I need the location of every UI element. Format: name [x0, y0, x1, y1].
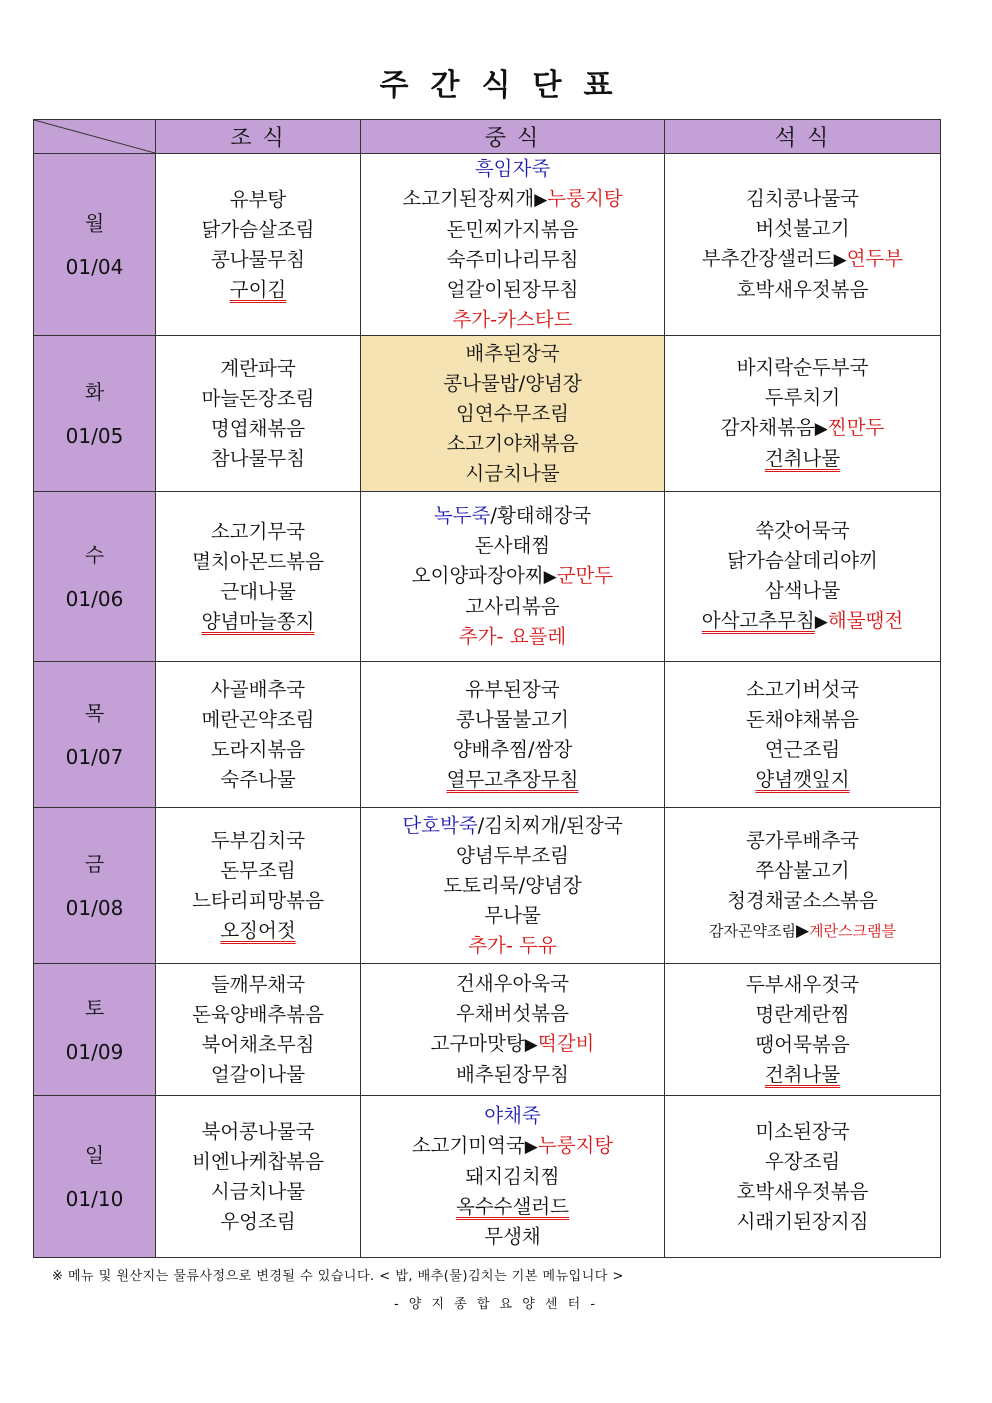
menu-item-text: 마늘돈장조림: [201, 386, 315, 410]
menu-item-text: 부추간장샐러드: [701, 247, 834, 270]
breakfast-cell: [156, 808, 361, 964]
menu-item: [361, 871, 664, 901]
day-cell: [34, 808, 156, 964]
menu-item-text: 고사리볶음: [465, 595, 560, 618]
menu-item-text: 건취나물: [764, 447, 841, 470]
breakfast-cell: [156, 336, 361, 492]
menu-item: [665, 1000, 940, 1030]
arrow-icon: ▶: [795, 920, 810, 941]
menu-item: [361, 399, 664, 429]
lunch-cell: [361, 808, 665, 964]
menu-item-text: 삼색나물: [764, 579, 841, 602]
menu-item-text: 돈육양배추볶음: [192, 1002, 324, 1026]
menu-item-text: 추가- 요플레: [458, 625, 567, 648]
header-dinner: 석 식: [665, 120, 941, 154]
day-name: 월: [84, 210, 105, 235]
menu-item-text: 구이김: [229, 277, 287, 301]
menu-item: [361, 931, 664, 961]
lunch-cell: [361, 964, 665, 1096]
menu-item-text: 소고기버섯국: [745, 677, 860, 701]
menu-item: [156, 1117, 360, 1147]
menu-item: [665, 383, 940, 413]
dinner-cell: [665, 662, 941, 808]
arrow-icon: ▶: [534, 190, 548, 210]
menu-item-text: 연두부: [846, 247, 904, 270]
menu-item: [156, 826, 360, 856]
menu-item-text: 시금치나물: [465, 461, 560, 485]
menu-item-text: 미소된장국: [755, 1119, 850, 1143]
menu-item-text: 느타리피망볶음: [192, 888, 324, 912]
menu-item-text: /황태해장국: [490, 504, 592, 527]
menu-item-text: 찐만두: [827, 416, 885, 439]
menu-item-text: 두루치기: [764, 386, 841, 409]
menu-item: [156, 735, 360, 765]
menu-item-text: 돈무조림: [220, 858, 296, 882]
menu-item-text: 시래기된장지짐: [736, 1209, 869, 1233]
dinner-cell: [665, 1096, 941, 1258]
menu-item: [156, 577, 360, 607]
menu-item-text: 얼갈이된장무침: [446, 278, 579, 301]
lunch-cell: [361, 154, 665, 336]
menu-item: [361, 429, 664, 459]
arrow-icon: ▶: [543, 567, 557, 587]
menu-item-text: 명란계란찜: [755, 1002, 850, 1026]
menu-item-text: 누룽지탕: [537, 1134, 614, 1157]
lunch-cell: [361, 336, 665, 492]
day-row: [34, 964, 941, 1096]
menu-item: [156, 1030, 360, 1060]
menu-item-text: 비엔나케찹볶음: [192, 1149, 324, 1173]
menu-item: [156, 1147, 360, 1177]
menu-item-text: 두부새우젓국: [745, 972, 860, 996]
menu-item: [361, 245, 664, 275]
menu-item-text: 녹두죽: [433, 504, 491, 527]
center-name: - 양 지 종 합 요 양 센 터 -: [393, 1297, 599, 1312]
menu-item: [156, 765, 360, 795]
day-row: [34, 808, 941, 964]
menu-item-text: 소고기야채볶음: [446, 431, 579, 455]
menu-item: [156, 705, 360, 735]
day-date: 01/05: [65, 423, 124, 448]
menu-item: [361, 1222, 664, 1252]
menu-item: [361, 501, 664, 531]
menu-item: [156, 384, 360, 414]
day-cell: [34, 964, 156, 1096]
menu-item-text: 멸치아몬드볶음: [192, 549, 324, 573]
menu-item: [361, 531, 664, 561]
menu-item: [156, 547, 360, 577]
menu-item: [361, 1162, 664, 1192]
menu-item: [361, 1131, 664, 1162]
menu-item: [361, 184, 664, 215]
menu-item-text: 아삭고추무침: [701, 609, 815, 632]
menu-item-text: 소고기미역국: [411, 1134, 525, 1157]
menu-item-text: 참나물무침: [210, 446, 306, 470]
day-cell: [34, 154, 156, 336]
menu-item: [361, 305, 664, 335]
menu-item-text: 배추된장국: [465, 341, 560, 365]
menu-item-text: 북어콩나물국: [201, 1119, 315, 1143]
menu-item-text: 쑥갓어묵국: [755, 519, 850, 542]
menu-item: [361, 675, 664, 705]
menu-item: [361, 811, 664, 841]
menu-item-text: 배추된장무침: [455, 1063, 570, 1086]
menu-item: [361, 215, 664, 245]
day-row: [34, 662, 941, 808]
menu-item-text: 도라지볶음: [210, 737, 306, 761]
menu-item-text: 오이양파장아찌: [411, 564, 544, 587]
diagonal-line: [34, 120, 155, 153]
menu-item: [361, 339, 664, 369]
day-name: 화: [84, 379, 105, 404]
menu-item-text: 숙주미나리무침: [446, 248, 579, 271]
day-name: 토: [84, 995, 105, 1020]
menu-item: [361, 705, 664, 735]
menu-item: [665, 1147, 940, 1177]
menu-item: [665, 735, 940, 765]
menu-item-text: 단호박죽: [402, 813, 478, 837]
menu-item: [361, 459, 664, 489]
menu-item: [665, 856, 940, 886]
breakfast-cell: [156, 154, 361, 336]
menu-item: [156, 275, 360, 305]
menu-item-text: 무나물: [484, 903, 541, 927]
menu-item: [156, 215, 360, 245]
menu-item-text: /김치찌개/된장국: [477, 813, 623, 837]
menu-item-text: 명엽채볶음: [210, 416, 306, 440]
day-cell: [34, 662, 156, 808]
menu-item: [156, 1060, 360, 1090]
menu-item: [156, 1177, 360, 1207]
menu-item-text: 누룽지탕: [547, 187, 623, 210]
menu-item: [156, 1000, 360, 1030]
arrow-icon: ▶: [814, 612, 828, 632]
menu-item-text: 닭가슴살조림: [201, 217, 315, 241]
day-date: 01/09: [65, 1039, 124, 1064]
menu-item: [156, 856, 360, 886]
menu-item: [665, 1117, 940, 1147]
menu-item-text: 옥수수샐러드: [455, 1195, 570, 1218]
menu-item-text: 우장조림: [764, 1149, 841, 1173]
menu-item-text: 계란스크램블: [809, 921, 896, 940]
menu-item-text: 닭가슴살데리야끼: [727, 549, 878, 572]
menu-item: [361, 154, 664, 184]
day-name: 금: [84, 851, 105, 876]
day-cell: [34, 336, 156, 492]
menu-item-text: 바지락순두부국: [736, 356, 869, 379]
menu-item: [665, 1207, 940, 1237]
lunch-cell: [361, 1096, 665, 1258]
breakfast-cell: [156, 662, 361, 808]
menu-item-text: 콩나물밥/양념장: [443, 371, 582, 395]
menu-item: [156, 970, 360, 1000]
menu-item-text: 도토리묵/양념장: [443, 873, 582, 897]
menu-item: [156, 675, 360, 705]
menu-item: [665, 214, 940, 244]
menu-item-text: 열무고추장무침: [446, 767, 579, 791]
menu-item-text: 두부김치국: [210, 828, 306, 852]
menu-item: [156, 245, 360, 275]
dinner-cell: [665, 808, 941, 964]
arrow-icon: ▶: [833, 250, 847, 270]
menu-item: [665, 1060, 940, 1090]
menu-item: [665, 353, 940, 383]
menu-item-text: 콩나물불고기: [455, 707, 570, 731]
arrow-icon: ▶: [814, 419, 828, 439]
menu-item-text: 감자곤약조림: [709, 921, 796, 940]
menu-item-text: 숙주나물: [220, 767, 296, 791]
menu-item: [361, 592, 664, 622]
dinner-cell: [665, 492, 941, 662]
menu-item-text: 흑임자죽: [474, 157, 551, 180]
menu-item: [665, 705, 940, 735]
menu-item-text: 오징어젓: [220, 918, 296, 942]
menu-item: [361, 765, 664, 795]
menu-item-text: 떡갈비: [537, 1032, 595, 1055]
menu-item-text: 고구마맛탕: [430, 1032, 525, 1055]
menu-item-text: 해물땡전: [827, 609, 904, 632]
day-date: 01/10: [65, 1186, 124, 1211]
dinner-cell: [665, 964, 941, 1096]
weekly-menu-table: [33, 119, 941, 1258]
menu-item-text: 임연수무조림: [455, 401, 570, 425]
menu-item-text: 북어채초무침: [201, 1032, 315, 1056]
menu-item-text: 양념마늘쫑지: [201, 609, 315, 633]
day-name: 일: [84, 1142, 105, 1167]
menu-item: [665, 886, 940, 916]
day-date: 01/06: [65, 586, 124, 611]
menu-item: [361, 969, 664, 999]
menu-item: [665, 1030, 940, 1060]
menu-item-text: 우엉조림: [220, 1209, 296, 1233]
table-header-row: [34, 120, 941, 154]
dinner-cell: [665, 336, 941, 492]
menu-item-text: 계란파국: [220, 356, 296, 380]
menu-item: [665, 606, 940, 637]
day-name: 목: [84, 700, 105, 725]
day-row: [34, 336, 941, 492]
menu-item: [361, 1192, 664, 1222]
arrow-icon: ▶: [524, 1035, 538, 1055]
page-title: 주간식단표: [379, 68, 635, 103]
corner-cell: [34, 120, 156, 154]
menu-item: [665, 826, 940, 856]
menu-item: [361, 999, 664, 1029]
lunch-cell: [361, 492, 665, 662]
menu-body: [34, 154, 941, 1258]
menu-item-text: 호박새우젓볶음: [736, 278, 869, 301]
menu-item: [665, 576, 940, 606]
day-row: [34, 492, 941, 662]
menu-item-text: 추가- 두유: [468, 933, 557, 957]
day-row: [34, 1096, 941, 1258]
day-name: 수: [84, 542, 105, 567]
arrow-icon: ▶: [524, 1137, 538, 1157]
menu-item: [665, 413, 940, 444]
menu-item-text: 메란곤약조림: [201, 707, 315, 731]
menu-item-text: 콩나물무침: [210, 247, 306, 271]
menu-item-text: 양배추찜/쌈장: [452, 737, 573, 761]
menu-item: [156, 444, 360, 474]
day-date: 01/07: [65, 744, 124, 769]
menu-item-text: 사골배추국: [210, 677, 306, 701]
menu-item-text: 시금치나물: [210, 1179, 306, 1203]
menu-item: [665, 765, 940, 795]
header-lunch: 중 식: [361, 120, 665, 154]
menu-item-text: 버섯불고기: [755, 217, 850, 240]
menu-item: [361, 561, 664, 592]
menu-item: [361, 841, 664, 871]
menu-item: [156, 517, 360, 547]
day-row: [34, 154, 941, 336]
menu-item-text: 땡어묵볶음: [755, 1032, 850, 1056]
menu-item-text: 쭈삼불고기: [755, 858, 850, 882]
menu-item: [665, 1177, 940, 1207]
menu-item: [361, 1101, 664, 1131]
menu-item-text: 건취나물: [764, 1062, 841, 1086]
menu-item: [665, 516, 940, 546]
menu-item-text: 감자채볶음: [720, 416, 815, 439]
menu-item-text: 건새우아욱국: [455, 972, 570, 995]
menu-item-text: 우채버섯볶음: [455, 1002, 570, 1025]
menu-item-text: 유부된장국: [465, 677, 560, 701]
menu-item: [156, 916, 360, 946]
menu-note: ※ 메뉴 및 원산지는 물류사정으로 변경될 수 있습니다. < 밥, 배추(물)김치는 기본 메뉴입니다 >: [52, 1269, 624, 1284]
menu-item: [361, 622, 664, 652]
day-date: 01/08: [65, 895, 124, 920]
menu-item: [361, 901, 664, 931]
menu-item: [156, 886, 360, 916]
menu-item: [665, 444, 940, 474]
breakfast-cell: [156, 492, 361, 662]
menu-item-text: 호박새우젓볶음: [736, 1179, 869, 1203]
dinner-cell: [665, 154, 941, 336]
menu-item-text: 양념깻잎지: [755, 767, 850, 791]
menu-item-text: 소고기무국: [210, 519, 306, 543]
day-cell: [34, 492, 156, 662]
menu-item-text: 군만두: [556, 564, 614, 587]
menu-item: [665, 675, 940, 705]
day-cell: [34, 1096, 156, 1258]
menu-item: [361, 1029, 664, 1060]
menu-item-text: 들깨무채국: [210, 972, 306, 996]
menu-item: [665, 546, 940, 576]
header-breakfast: 조 식: [156, 120, 361, 154]
menu-item-text: 돈채야채볶음: [745, 707, 860, 731]
menu-item-text: 콩가루배추국: [745, 828, 860, 852]
menu-item-text: 청경채굴소스볶음: [727, 888, 878, 912]
menu-item-text: 소고기된장찌개: [402, 187, 535, 210]
menu-item: [665, 184, 940, 214]
menu-item: [156, 607, 360, 637]
menu-item-text: 무생채: [484, 1225, 541, 1248]
lunch-cell: [361, 662, 665, 808]
day-date: 01/04: [65, 254, 124, 279]
menu-item-text: 야채죽: [484, 1104, 541, 1127]
menu-item-text: 양념두부조림: [455, 843, 570, 867]
menu-item: [156, 1207, 360, 1237]
breakfast-cell: [156, 1096, 361, 1258]
menu-item: [156, 414, 360, 444]
menu-item: [361, 275, 664, 305]
menu-item-text: 근대나물: [220, 579, 296, 603]
menu-item: [665, 916, 940, 946]
menu-item-text: 추가-카스타드: [452, 308, 573, 331]
menu-item-text: 얼갈이나물: [210, 1062, 306, 1086]
menu-item: [361, 1060, 664, 1090]
menu-item: [156, 185, 360, 215]
menu-item: [361, 369, 664, 399]
menu-item: [665, 244, 940, 275]
menu-item-text: 돈사태찜: [474, 534, 551, 557]
menu-item: [665, 275, 940, 305]
menu-item-text: 연근조림: [764, 737, 841, 761]
menu-item: [361, 735, 664, 765]
menu-item: [665, 970, 940, 1000]
menu-item: [156, 354, 360, 384]
menu-item-text: 돈민찌가지볶음: [446, 218, 579, 241]
breakfast-cell: [156, 964, 361, 1096]
menu-item-text: 돼지김치찜: [465, 1165, 560, 1188]
menu-item-text: 김치콩나물국: [745, 187, 860, 210]
menu-item-text: 유부탕: [229, 187, 287, 211]
